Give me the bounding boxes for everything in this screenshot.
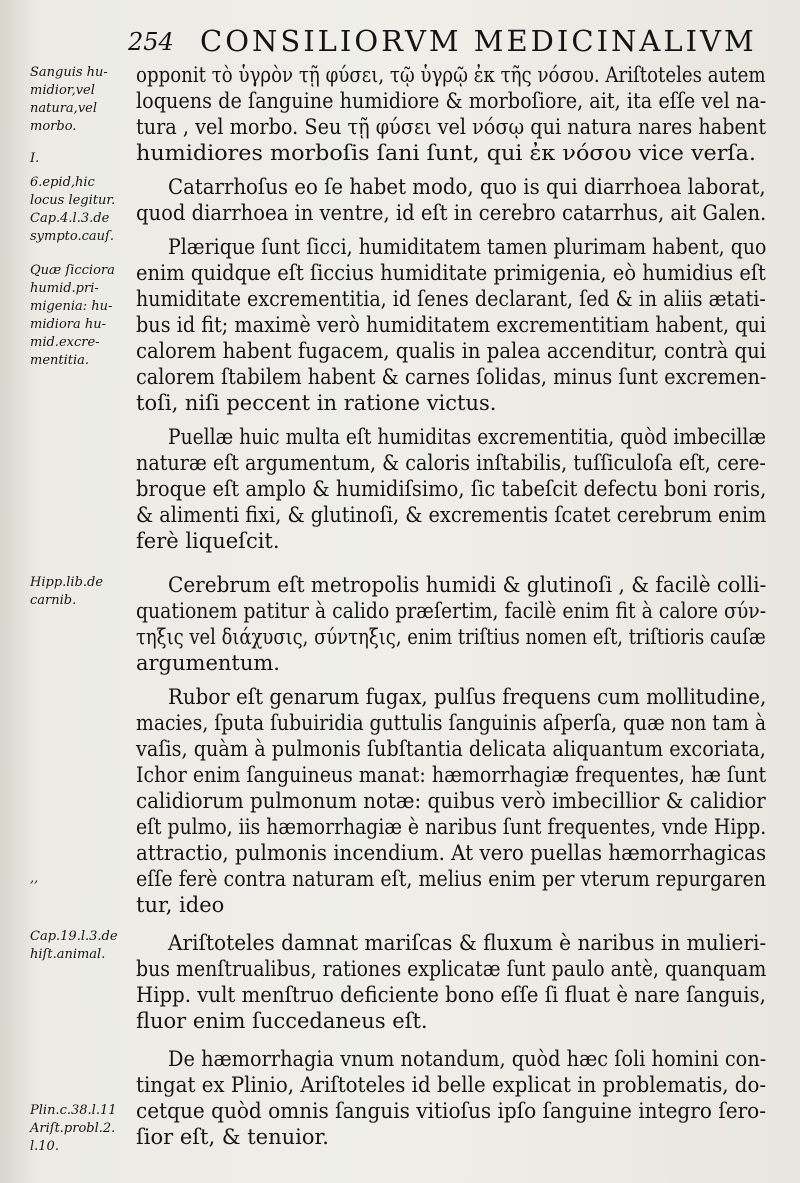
margin-note: Hipp.lib.de carnib.: [30, 575, 104, 608]
text-line: De hæmorrhagia vnum notandum, quòd hæc ſoli homini con-: [168, 1047, 767, 1071]
text-line: attractio, pulmonis incendium. At vero puellas hæmorrhagicas: [136, 841, 767, 865]
text-line: tingat ex Plinio, Ariſtoteles id belle explicat in problematis, do-: [136, 1073, 767, 1097]
margin-note: Cap.19.l.3.de hiſt.animal.: [30, 929, 118, 962]
text-line: Plærique ſunt ſicci, humiditatem tamen plurimam habent, quo: [168, 235, 767, 259]
text-line: humidiores morboſis ſani ſunt, qui ἐκ νόσου vice verſa.: [136, 141, 756, 165]
text-line: broque eſt amplo & humidiſsimo, ſic tabeſcit defectu boni roris,: [136, 477, 767, 501]
margin-note: Plin.c.38.l.11 Ariſt.probl.2. l.10.: [30, 1103, 117, 1154]
margin-note: I.: [30, 151, 40, 166]
margin-note: Quæ ſicciora humid.pri- migenia: hu- midiora hu- mid.excre- mentitia.: [30, 263, 115, 368]
text-line: loquens de ſanguine humidiore & morboſiore, ait, ita eſſe vel na-: [136, 89, 767, 113]
text-line: Hipp. vult menſtruo deficiente bono eſſe ſi fluat è nare ſanguis,: [136, 983, 766, 1007]
text-line: & alimenti fixi, & glutinoſi, & excrementis ſcatet cerebrum enim: [136, 503, 767, 527]
text-line: τηξις vel διάχυσις, σύντηξις, enim triſtius nomen eſt, triſtioris cauſæ: [136, 625, 766, 649]
text-line: calorem habent fugacem, qualis in palea accenditur, contrà qui: [136, 339, 767, 363]
page-number: 254: [128, 28, 174, 56]
text-line: Ichor enim ſanguineus manat: hæmorrhagiæ frequentes, hæ ſunt: [136, 763, 767, 787]
text-line: bus id fit; maximè verò humiditatem excrementitiam habent, qui: [136, 313, 767, 337]
text-line: eſt pulmo, iis hæmorrhagiæ è naribus ſunt frequentes, vnde Hipp.: [136, 815, 767, 839]
text-line: Ariſtoteles damnat mariſcas & fluxum è naribus in mulieri-: [168, 931, 767, 955]
text-line: Rubor eſt genarum fugax, pulſus frequens cum mollitudine,: [168, 685, 767, 709]
text-line: vaſis, quàm à pulmonis ſubſtantia delicata aliquantum excoriata,: [136, 737, 766, 761]
text-line: fluor enim ſuccedaneus eſt.: [136, 1009, 428, 1033]
text-line: tur, ideo: [136, 893, 225, 917]
text-line: macies, ſputa ſubuiridia guttulis ſanguinis aſperſa, quæ non tam à: [136, 711, 767, 735]
text-line: cetque quòd omnis ſanguis vitioſus ipſo ſanguine integro ſero-: [136, 1099, 766, 1123]
text-line: ſior eſt, & tenuior.: [136, 1125, 329, 1149]
text-line: eſſe ferè contra naturam eſt, melius enim per vterum repurgaren: [136, 867, 767, 891]
text-line: enim quidque eſt ſiccius humiditate primigenia, eò humidius eſt: [136, 261, 766, 285]
margin-note: Sanguis hu- midior,vel natura,vel morbo.: [30, 65, 108, 134]
text-line: Puellæ huic multa eſt humiditas excrementitia, quòd imbecillæ: [168, 425, 766, 449]
text-line: quod diarrhoea in ventre, id eſt in cerebro catarrhus, ait Galen.: [136, 201, 767, 225]
text-line: humiditate excrementitia, id ſenes declarant, ſed & in aliis ætati-: [136, 287, 766, 311]
running-title: CONSILIORVM MEDICINALIVM: [200, 24, 757, 58]
text-line: ferè liqueſcit.: [136, 529, 280, 553]
page-header: [0, 22, 800, 62]
text-line: tura , vel morbo. Seu τῇ φύσει vel νόσῳ qui natura nares habent: [136, 115, 767, 139]
text-line: calidiorum pulmonum notæ: quibus verò imbecillior & calidior: [136, 789, 766, 813]
text-line: Cerebrum eſt metropolis humidi & glutinoſi , & facilè colli-: [168, 573, 767, 597]
text-line: argumentum.: [136, 651, 280, 675]
margin-note: ,,: [30, 871, 39, 886]
text-line: Catarrhoſus eo ſe habet modo, quo is qui diarrhoea laborat,: [168, 175, 766, 199]
text-line: bus menſtrualibus, rationes explicatæ ſunt paulo antè, quanquam: [136, 957, 767, 981]
text-line: naturæ eſt argumentum, & caloris inſtabilis, tuſſiculoſa eſt, cere-: [136, 451, 766, 475]
text-line: calorem ſtabilem habent & carnes ſolidas, minus ſunt excremen-: [136, 365, 767, 389]
margin-note: 6.epid,hic locus legitur. Cap.4.l.3.de sympto.cauſ.: [30, 175, 116, 244]
text-line: quationem patitur à calido præſertim, facilè enim fit à calore σύν-: [136, 599, 767, 623]
text-line: toſi, niſi peccent in ratione victus.: [136, 391, 497, 415]
text-line: opponit τὸ ὑγρὸν τῇ φύσει, τῷ ὑγρῷ ἐκ τῆς νόσου. Ariſtoteles autem: [136, 63, 766, 87]
